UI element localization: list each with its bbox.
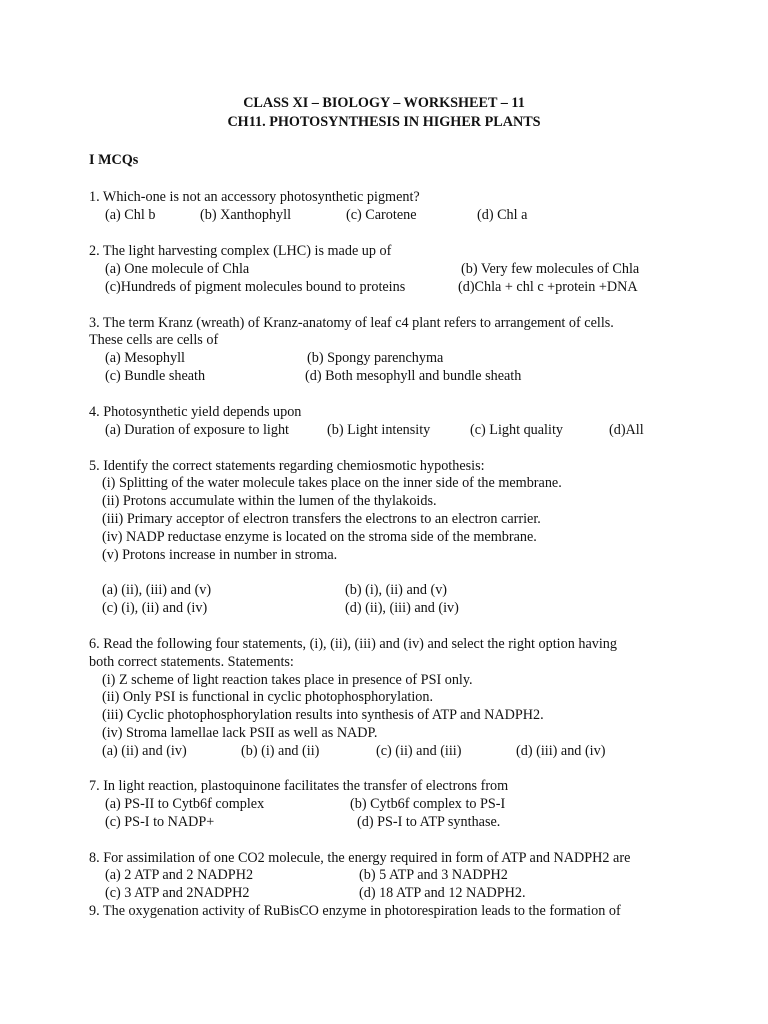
option-b: (b) (i) and (ii) (241, 743, 320, 759)
option-a: (a) PS-II to Cytb6f complex (105, 796, 265, 812)
question-stem-continued: These cells are cells of (89, 332, 219, 348)
option-c: (c) (i), (ii) and (iv) (102, 600, 208, 616)
option-b: (b) (i), (ii) and (v) (345, 582, 448, 598)
option-a: (a) One molecule of Chla (105, 261, 250, 277)
option-c: (c) Carotene (346, 207, 417, 223)
question-stem: 5. Identify the correct statements regarding chemiosmotic hypothesis: (89, 458, 485, 474)
option-a: (a) Chl b (105, 207, 156, 223)
option-c: (c) Light quality (470, 422, 563, 438)
question-stem-continued: both correct statements. Statements: (89, 654, 294, 670)
statement-v: (v) Protons increase in number in stroma. (102, 547, 338, 563)
section-heading: I MCQs (89, 152, 139, 168)
question-stem: 4. Photosynthetic yield depends upon (89, 404, 302, 420)
worksheet-title: CLASS XI – BIOLOGY – WORKSHEET – 11 (243, 95, 525, 111)
statement-i: (i) Splitting of the water molecule takes place on the inner side of the membrane. (102, 475, 562, 491)
option-b: (b) Xanthophyll (200, 207, 292, 223)
question-stem: 3. The term Kranz (wreath) of Kranz-anatomy of leaf c4 plant refers to arrangement of cells. (89, 315, 614, 331)
option-c: (c)Hundreds of pigment molecules bound to proteins (105, 279, 406, 295)
option-d: (d) (iii) and (iv) (516, 743, 606, 759)
option-a: (a) (ii) and (iv) (102, 743, 187, 759)
statement-iv: (iv) Stroma lamellae lack PSII as well as NADP. (102, 725, 378, 741)
option-d: (d) PS-I to ATP synthase. (357, 814, 501, 830)
option-c: (c) Bundle sheath (105, 368, 206, 384)
question-stem: 8. For assimilation of one CO2 molecule, the energy required in form of ATP and NADPH2 are (89, 850, 631, 866)
option-d: (d) Chl a (477, 207, 528, 223)
statement-iii: (iii) Cyclic photophosphorylation results into synthesis of ATP and NADPH2. (102, 707, 544, 723)
statement-iii: (iii) Primary acceptor of electron transfers the electrons to an electron carrier. (102, 511, 541, 527)
option-d: (d)Chla + chl c +protein +DNA (458, 279, 638, 295)
question-stem: 7. In light reaction, plastoquinone facilitates the transfer of electrons from (89, 778, 509, 794)
option-c: (c) 3 ATP and 2NADPH2 (105, 885, 250, 901)
chapter-title: CH11. PHOTOSYNTHESIS IN HIGHER PLANTS (227, 114, 541, 130)
option-a: (a) (ii), (iii) and (v) (102, 582, 212, 598)
option-a: (a) 2 ATP and 2 NADPH2 (105, 867, 254, 883)
option-c: (c) PS-I to NADP+ (105, 814, 215, 830)
statement-ii: (ii) Protons accumulate within the lumen of the thylakoids. (102, 493, 437, 509)
option-a: (a) Duration of exposure to light (105, 422, 289, 438)
option-b: (b) Very few molecules of Chla (461, 261, 640, 277)
question-stem: 1. Which-one is not an accessory photosynthetic pigment? (89, 189, 420, 205)
option-c: (c) (ii) and (iii) (376, 743, 462, 759)
question-stem: 6. Read the following four statements, (i), (ii), (iii) and (iv) and select the right option having (89, 636, 617, 652)
option-b: (b) Light intensity (327, 422, 431, 438)
question-stem: 2. The light harvesting complex (LHC) is made up of (89, 243, 392, 259)
statement-iv: (iv) NADP reductase enzyme is located on the stroma side of the membrane. (102, 529, 537, 545)
option-b: (b) 5 ATP and 3 NADPH2 (359, 867, 508, 883)
statement-i: (i) Z scheme of light reaction takes place in presence of PSI only. (102, 672, 473, 688)
option-b: (b) Cytb6f complex to PS-I (350, 796, 506, 812)
option-a: (a) Mesophyll (105, 350, 185, 366)
option-b: (b) Spongy parenchyma (307, 350, 444, 366)
question-stem: 9. The oxygenation activity of RuBisCO enzyme in photorespiration leads to the formation of (89, 903, 621, 919)
statement-ii: (ii) Only PSI is functional in cyclic photophosphorylation. (102, 689, 434, 705)
option-d: (d) 18 ATP and 12 NADPH2. (359, 885, 526, 901)
option-d: (d)All (609, 422, 644, 438)
option-d: (d) Both mesophyll and bundle sheath (305, 368, 522, 384)
option-d: (d) (ii), (iii) and (iv) (345, 600, 459, 616)
